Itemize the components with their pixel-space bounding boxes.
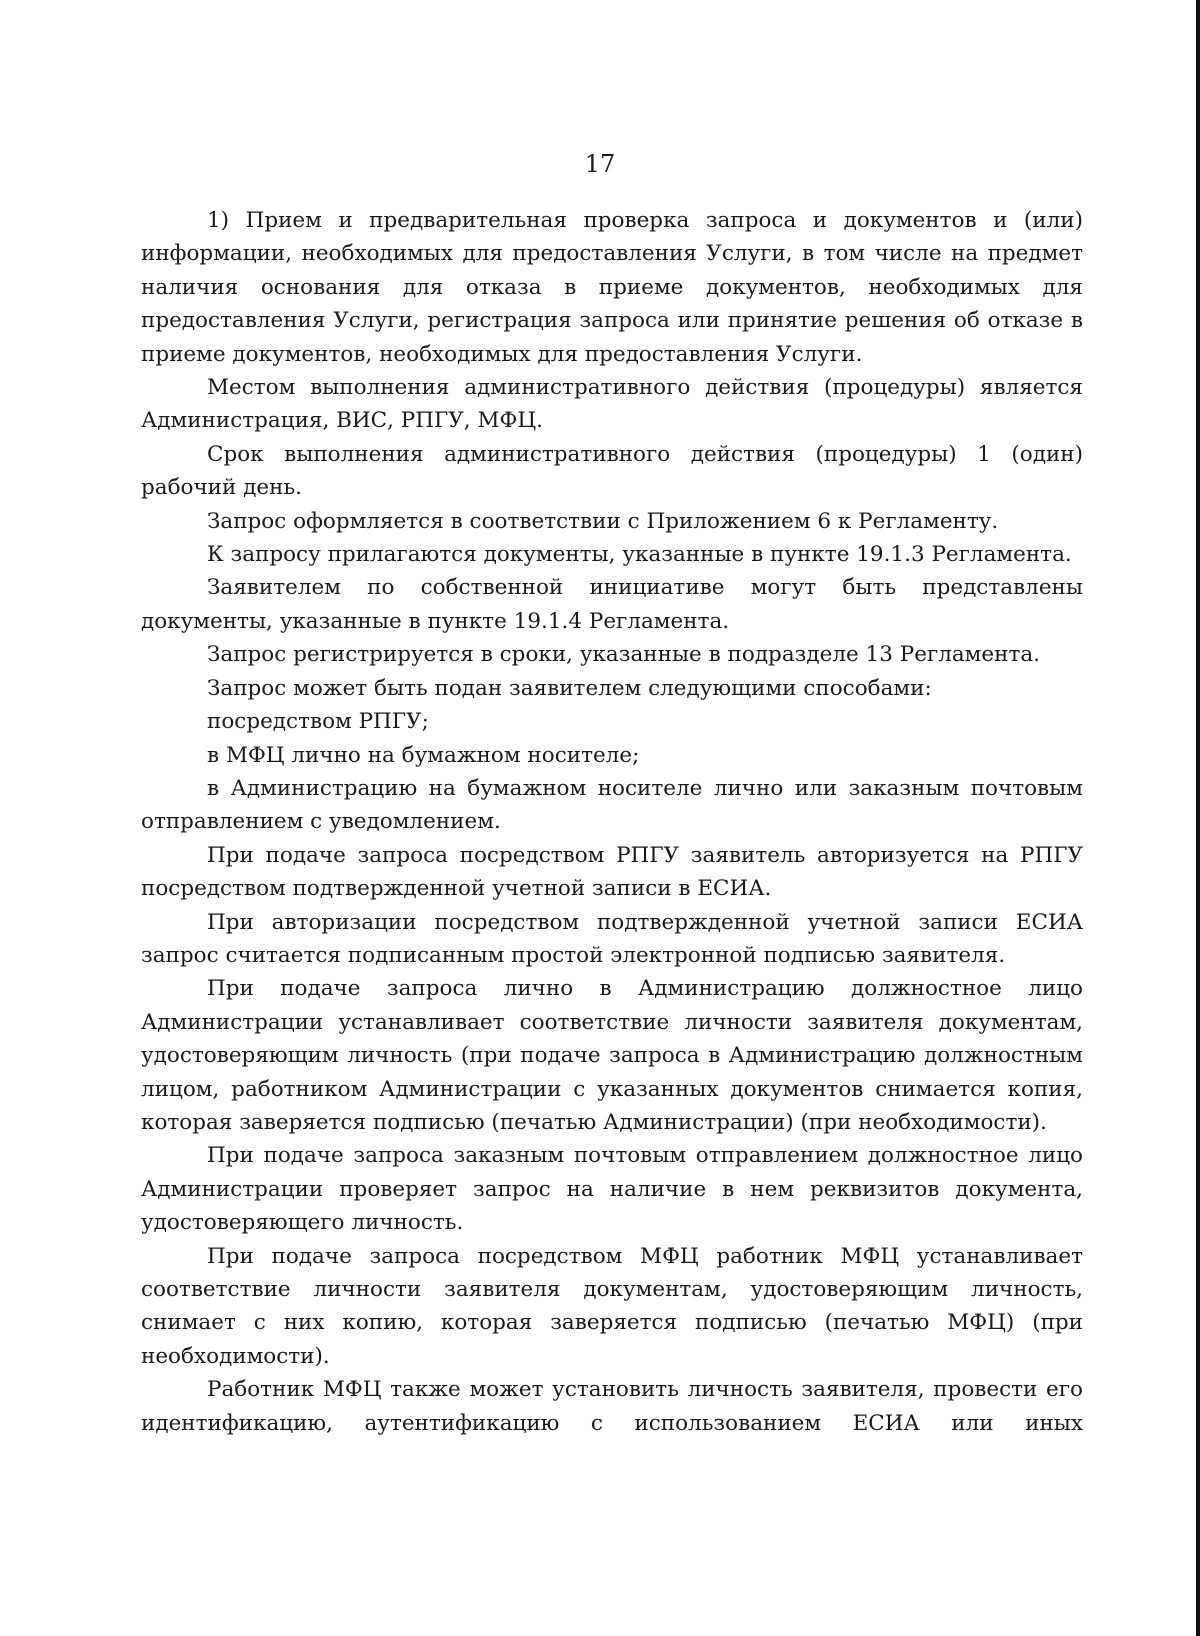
paragraph: При авторизации посредством подтвержденной учетной записи ЕСИА запрос считается подписанным простой электронной подписью заявителя.	[141, 909, 1083, 968]
paragraph: Запрос регистрируется в сроки, указанные в подразделе 13 Регламента.	[207, 642, 1040, 668]
paragraph: Заявителем по собственной инициативе могут быть представлены документы, указанные в пункте 19.1.4 Регламента.	[141, 575, 1083, 634]
paragraph: Работник МФЦ также может установить личность заявителя, провести его идентификацию, аутентификацию с использованием ЕСИА или иных	[141, 1377, 1083, 1436]
paragraph: К запросу прилагаются документы, указанные в пункте 19.1.3 Регламента.	[207, 542, 1072, 568]
paragraph: Запрос может быть подан заявителем следующими способами:	[207, 675, 932, 701]
paragraph: Срок выполнения административного действия (процедуры) 1 (один) рабочий день.	[141, 441, 1083, 501]
paragraph: При подаче запроса посредством МФЦ работник МФЦ устанавливает соответствие личности заявителя документам, удостоверяющим личность, снимает с них копию, которая заверяется подписью (печатью МФЦ) (при необходимости).	[141, 1243, 1083, 1369]
paragraph: При подаче запроса заказным почтовым отправлением должностное лицо Администрации проверяет запрос на наличие в нем реквизитов документа, удостоверяющего личность.	[141, 1143, 1083, 1236]
document-body	[141, 204, 1083, 1440]
paragraph: При подаче запроса посредством РПГУ заявитель авторизуется на РПГУ посредством подтвержденной учетной записи в ЕСИА.	[141, 842, 1083, 902]
paragraph: посредством РПГУ;	[207, 709, 429, 735]
paragraph: в МФЦ лично на бумажном носителе;	[207, 742, 640, 768]
paragraph: Запрос оформляется в соответствии с Приложением 6 к Регламенту.	[207, 508, 999, 534]
paragraph: Местом выполнения административного действия (процедуры) является Администрация, ВИС, РПГУ, МФЦ.	[141, 375, 1083, 434]
page-number: 17	[584, 150, 616, 178]
paragraph: 1) Прием и предварительная проверка запроса и документов и (или) информации, необходимых для предоставления Услуги, в том числе на предмет наличия основания для отказа в приеме документов, необходимых для предоставления Услуги, регистрация запроса или принятие решения об отказе в приеме документов, необходимых для предоставления Услуги.	[141, 208, 1083, 367]
paragraph: При подаче запроса лично в Администрацию должностное лицо Администрации устанавливает соответствие личности заявителя документам, удостоверяющим личность (при подаче запроса в Администрацию должностным лицом, работником Администрации с указанных документов снимается копия, которая заверяется подписью (печатью Администрации) (при необходимости).	[141, 976, 1083, 1135]
paragraph: в Администрацию на бумажном носителе лично или заказным почтовым отправлением с уведомлением.	[141, 775, 1083, 835]
